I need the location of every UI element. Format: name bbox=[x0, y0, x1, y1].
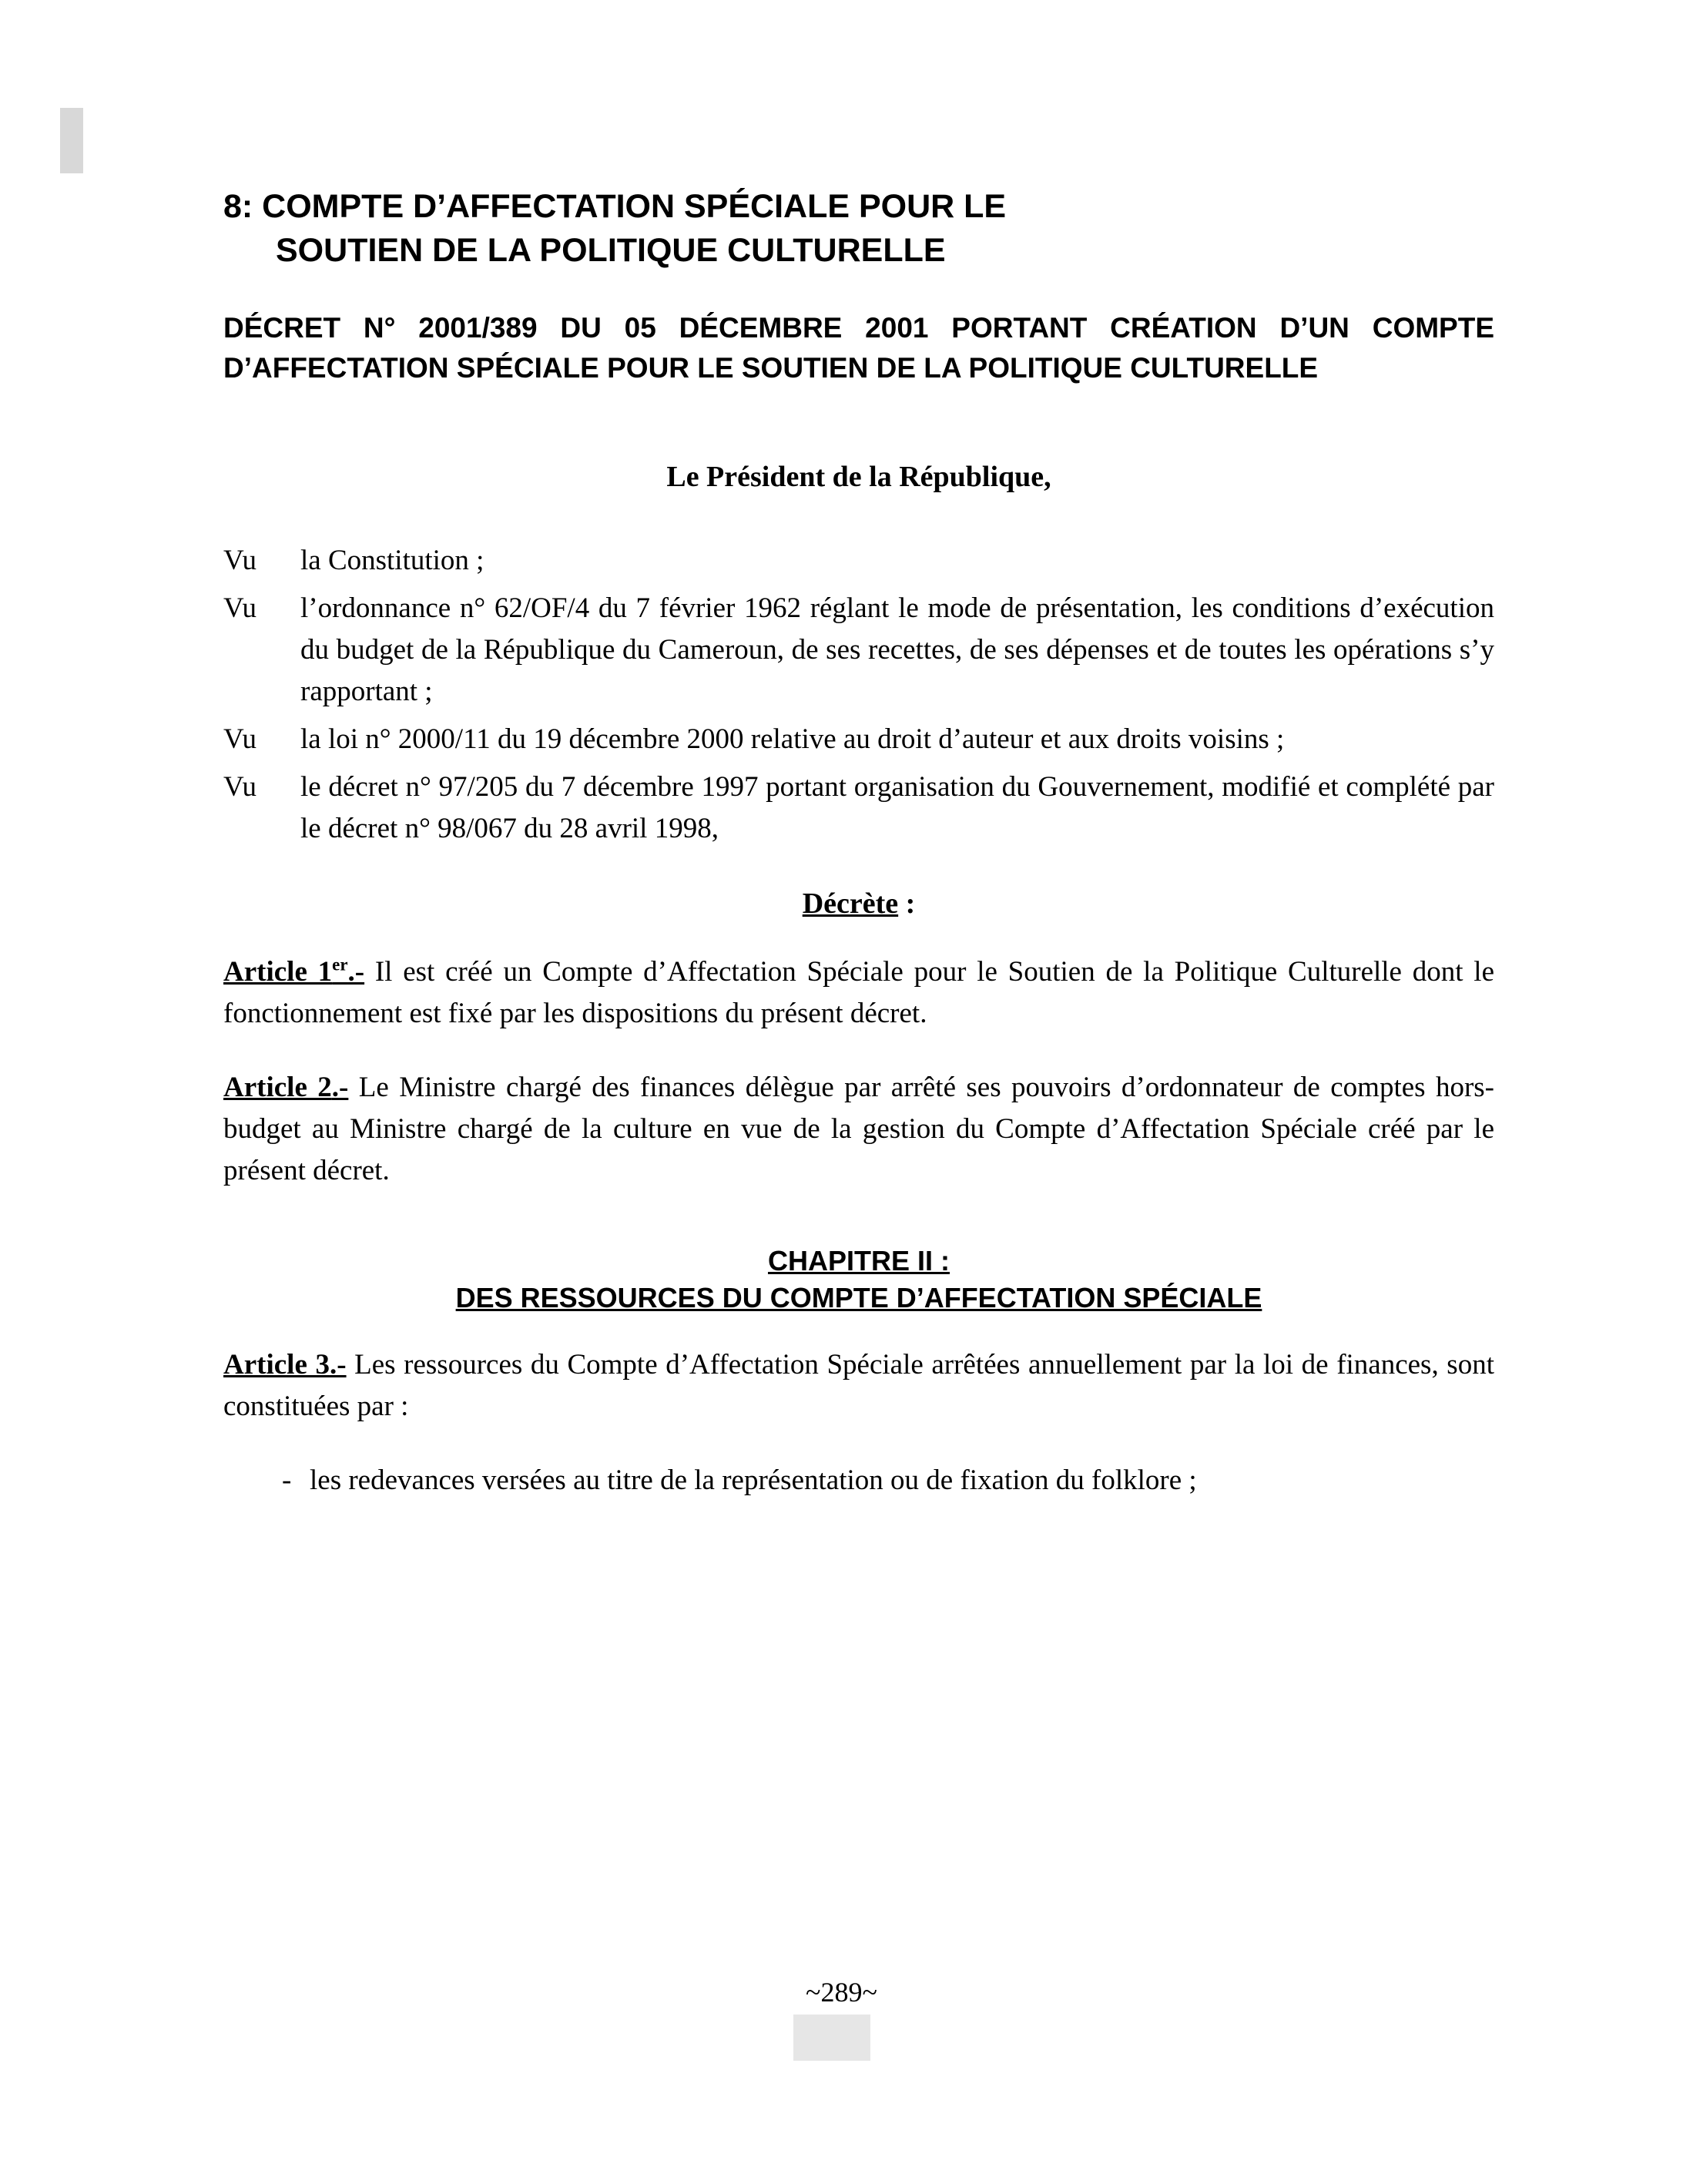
decrete-word: Décrète bbox=[802, 887, 899, 920]
page-number: ~289~ bbox=[806, 1977, 877, 2008]
decree-heading: DÉCRET N° 2001/389 DU 05 DÉCEMBRE 2001 PORTANT CRÉATION D’UN COMPTE D’AFFECTATION SPÉCIALE POUR LE SOUTIEN DE LA POLITIQUE CULTURELLE bbox=[223, 311, 1494, 384]
footer-shadow-decoration bbox=[793, 2015, 870, 2061]
article-1-number-suffix: .- bbox=[347, 955, 365, 988]
page-title-line-1: 8: COMPTE D’AFFECTATION SPÉCIALE POUR LE bbox=[223, 188, 1007, 225]
authority-line: Le Président de la République, bbox=[666, 460, 1051, 493]
vu-text: l’ordonnance n° 62/OF/4 du 7 février 1962 réglant le mode de présentation, les conditions d’exécution du budget de la République du Cameroun, de ses recettes, de ses dépenses et de toutes les opérations s’y rapportant ; bbox=[300, 592, 1494, 707]
article-3-number bbox=[223, 1349, 347, 1381]
decrete-suffix: : bbox=[898, 887, 916, 920]
vu-item bbox=[223, 588, 1494, 713]
vu-label: Vu bbox=[223, 770, 256, 803]
vu-label: Vu bbox=[223, 544, 256, 576]
article-2-text: Le Ministre chargé des finances délègue par arrêté ses pouvoirs d’ordonnateur de comptes hors-budget au Ministre chargé de la culture en vue de la gestion du Compte d’Affectation Spéciale créé par le présent décret. bbox=[223, 1071, 1495, 1186]
chapter-heading bbox=[223, 1243, 1494, 1317]
article-2-number-text: Article 2 bbox=[223, 1071, 332, 1103]
vu-item bbox=[223, 767, 1494, 850]
article-1-text: Il est créé un Compte d’Affectation Spéciale pour le Soutien de la Politique Culturelle dont le fonctionnement est fixé par les dispositions du présent décret. bbox=[223, 955, 1494, 1029]
article-1-number bbox=[223, 956, 364, 988]
vu-text: la Constitution ; bbox=[300, 544, 484, 576]
document-body bbox=[223, 185, 1494, 1501]
vu-list bbox=[223, 540, 1494, 850]
corner-mark-decoration bbox=[60, 108, 83, 173]
article-3-text: Les ressources du Compte d’Affectation Spéciale arrêtées annuellement par la loi de finances, sont constituées par : bbox=[223, 1349, 1494, 1423]
chapter-heading-line-1: CHAPITRE II : bbox=[767, 1244, 950, 1277]
vu-item bbox=[223, 719, 1494, 760]
decrete-line bbox=[223, 887, 1494, 921]
article-2-number-suffix: .- bbox=[331, 1071, 349, 1103]
vu-label: Vu bbox=[223, 592, 256, 624]
vu-label: Vu bbox=[223, 723, 256, 755]
vu-item bbox=[223, 540, 1494, 582]
list-item: - les redevances versées au titre de la représentation ou de fixation du folklore ; bbox=[277, 1460, 1494, 1501]
page-title bbox=[223, 185, 1494, 273]
article-3-number-text: Article 3 bbox=[223, 1349, 330, 1381]
article-2-number bbox=[223, 1072, 348, 1103]
chapter-heading-line-2: DES RESSOURCES DU COMPTE D’AFFECTATION SPÉCIALE bbox=[455, 1281, 1262, 1313]
vu-text: la loi n° 2000/11 du 19 décembre 2000 relative au droit d’auteur et aux droits voisins ; bbox=[300, 723, 1285, 755]
article-1-number-text: Article 1 bbox=[223, 955, 333, 988]
vu-text: le décret n° 97/205 du 7 décembre 1997 portant organisation du Gouvernement, modifié et complété par le décret n° 98/067 du 28 avril 1998, bbox=[300, 770, 1494, 844]
article-2 bbox=[223, 1067, 1494, 1192]
article-3-number-suffix: .- bbox=[329, 1349, 347, 1381]
page-title-line-2: SOUTIEN DE LA POLITIQUE CULTURELLE bbox=[276, 231, 946, 269]
article-1 bbox=[223, 951, 1494, 1035]
article-3 bbox=[223, 1344, 1494, 1427]
article-1-number-sup: er bbox=[332, 954, 348, 975]
resources-list bbox=[223, 1460, 1494, 1501]
